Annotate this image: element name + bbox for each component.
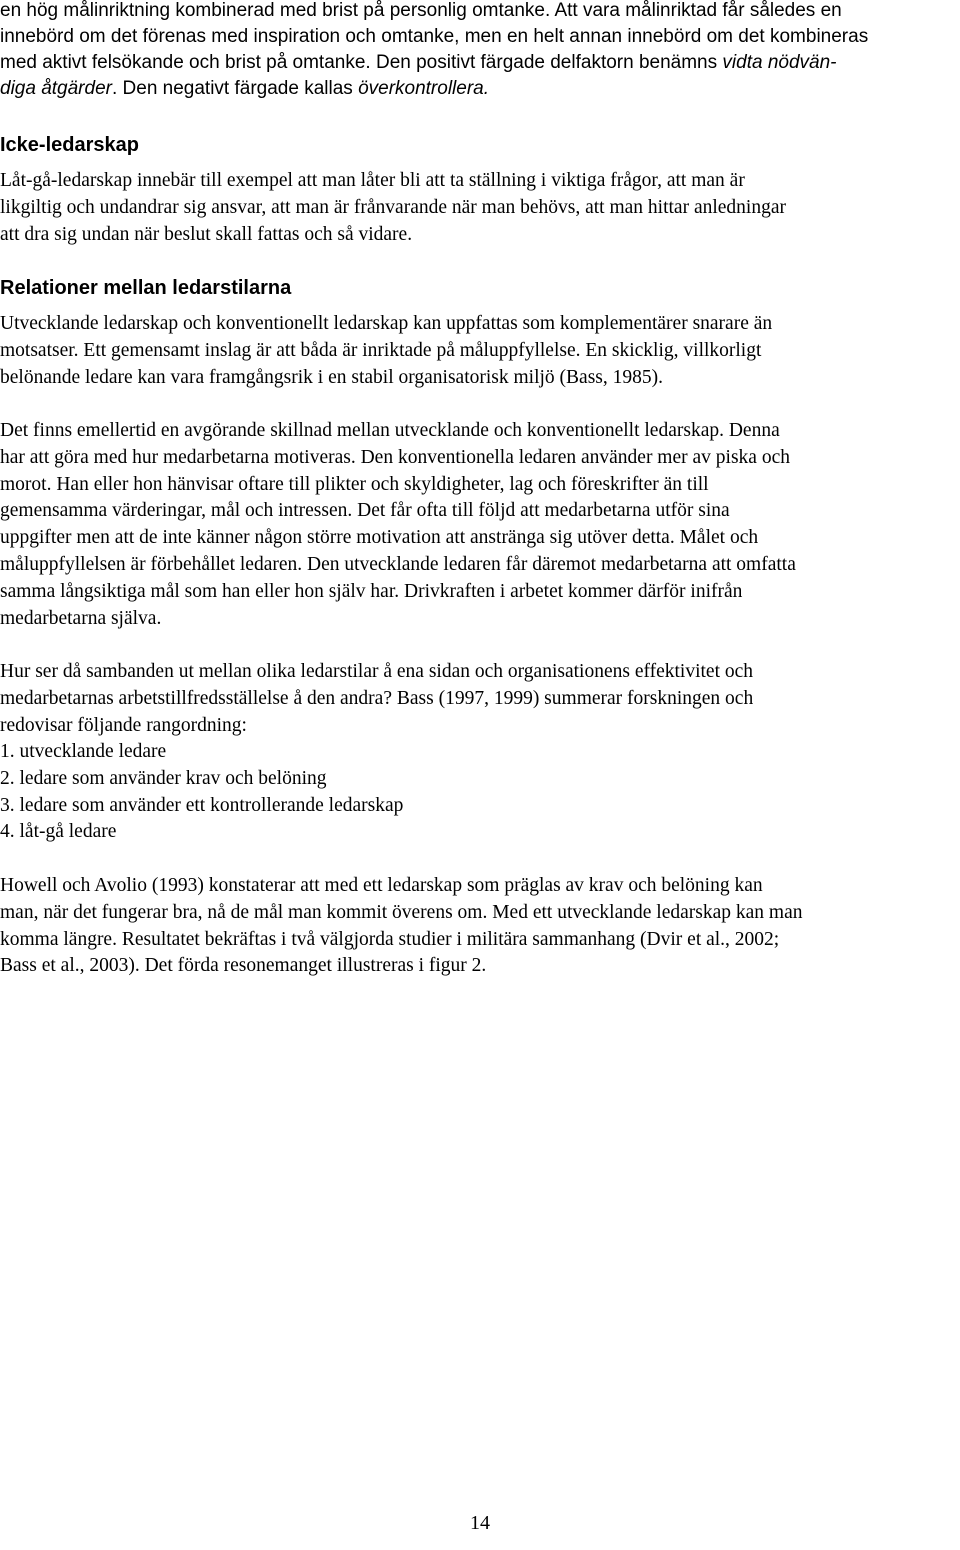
list-item: 4. låt-gå ledare [0, 821, 117, 843]
section-heading-relationer: Relationer mellan ledarstilarna [0, 277, 292, 299]
section2-paragraph-1 [0, 311, 956, 391]
intro-paragraph [0, 0, 956, 102]
intro-line-2: innebörd om det förenas med inspiration och omtanke, men en helt annan innebörd om det kombineras [0, 26, 869, 47]
paragraph-line: Bass et al., 2003). Det förda resonemanget illustreras i figur 2. [0, 955, 487, 977]
paragraph-line: redovisar följande rangordning: [0, 714, 247, 736]
paragraph-line: att dra sig undan när beslut skall fattas och så vidare. [0, 223, 413, 245]
paragraph-line: har att göra med hur medarbetarna motiveras. Den konventionella ledaren använder mer av piska och [0, 446, 790, 468]
paragraph-line: Utvecklande ledarskap och konventionellt ledarskap kan uppfattas som komplementärer snarare än [0, 313, 773, 334]
paragraph-line: medarbetarna själva. [0, 607, 162, 629]
paragraph-line: komma längre. Resultatet bekräftas i två välgjorda studier i militära sammanhang (Dvir et al., 2002; [0, 928, 780, 950]
paragraph-line: man, när det fungerar bra, nå de mål man kommit överens om. Med ett utvecklande ledarskap kan man [0, 901, 803, 923]
list-item: 3. ledare som använder ett kontrollerande ledarskap [0, 794, 404, 816]
intro-line-3-emphasis: vidta nödvän- [722, 52, 837, 73]
intro-line-4-emphasis-1: diga åtgärder [0, 78, 112, 99]
section2-paragraph-4 [0, 873, 956, 980]
paragraph-line: Det finns emellertid en avgörande skillnad mellan utvecklande och konventionellt ledarskap. Denna [0, 420, 780, 441]
paragraph-line: belönande ledare kan vara framgångsrik i en stabil organisatorisk miljö (Bass, 1985). [0, 366, 663, 388]
intro-line-4-text: . Den negativt färgade kallas [111, 78, 359, 99]
ranking-list [0, 739, 956, 846]
section2-paragraph-2 [0, 418, 956, 632]
paragraph-line: motsatser. Ett gemensamt inslag är att båda är inriktade på måluppfyllelse. En skicklig, villkorligt [0, 339, 762, 361]
paragraph-line: måluppfyllelsen är förbehållet ledaren. Den utvecklande ledaren får däremot medarbetarna att omfatta [0, 553, 796, 575]
section2-paragraph-3 [0, 659, 956, 739]
page-number: 14 [470, 1512, 490, 1534]
paragraph-line: morot. Han eller hon hänvisar oftare till plikter och skyldigheter, lag och föreskrifter än till [0, 473, 709, 495]
paragraph-line: Howell och Avolio (1993) konstaterar att med ett ledarskap som präglas av krav och belöning kan [0, 875, 763, 896]
paragraph-line: medarbetarnas arbetstillfredsställelse å den andra? Bass (1997, 1999) summerar forskningen och [0, 687, 754, 709]
intro-line-3 [0, 50, 956, 76]
paragraph-line: uppgifter men att de inte känner någon större motivation att anstränga sig utöver detta. Målet och [0, 527, 759, 549]
intro-line-4-emphasis-2: överkontrollera. [358, 78, 490, 99]
paragraph-line: Hur ser då sambanden ut mellan olika ledarstilar å ena sidan och organisationens effektivitet och [0, 661, 754, 682]
intro-line-1: en hög målinriktning kombinerad med brist på personlig omtanke. Att vara målinriktad får således en [0, 0, 842, 21]
paragraph-line: Låt-gå-ledarskap innebär till exempel att man låter bli att ta ställning i viktiga frågor, att man är [0, 170, 745, 191]
section-heading-icke-ledarskap: Icke-ledarskap [0, 134, 139, 156]
intro-line-4 [0, 76, 956, 102]
list-item: 2. ledare som använder krav och belöning [0, 767, 327, 789]
paragraph-line: likgiltig och undandrar sig ansvar, att man är frånvarande när man behövs, att man hittar anledningar [0, 196, 786, 218]
section1-paragraph [0, 168, 956, 248]
paragraph-line: samma långsiktiga mål som han eller hon själv har. Drivkraften i arbetet kommer därför inifrån [0, 580, 743, 602]
intro-line-3-text: med aktivt felsökande och brist på omtanke. Den positivt färgade delfaktorn benämns [0, 52, 723, 73]
list-item: 1. utvecklande ledare [0, 741, 167, 762]
paragraph-line: gemensamma värderingar, mål och intressen. Det får ofta till följd att medarbetarna utför sina [0, 500, 730, 522]
